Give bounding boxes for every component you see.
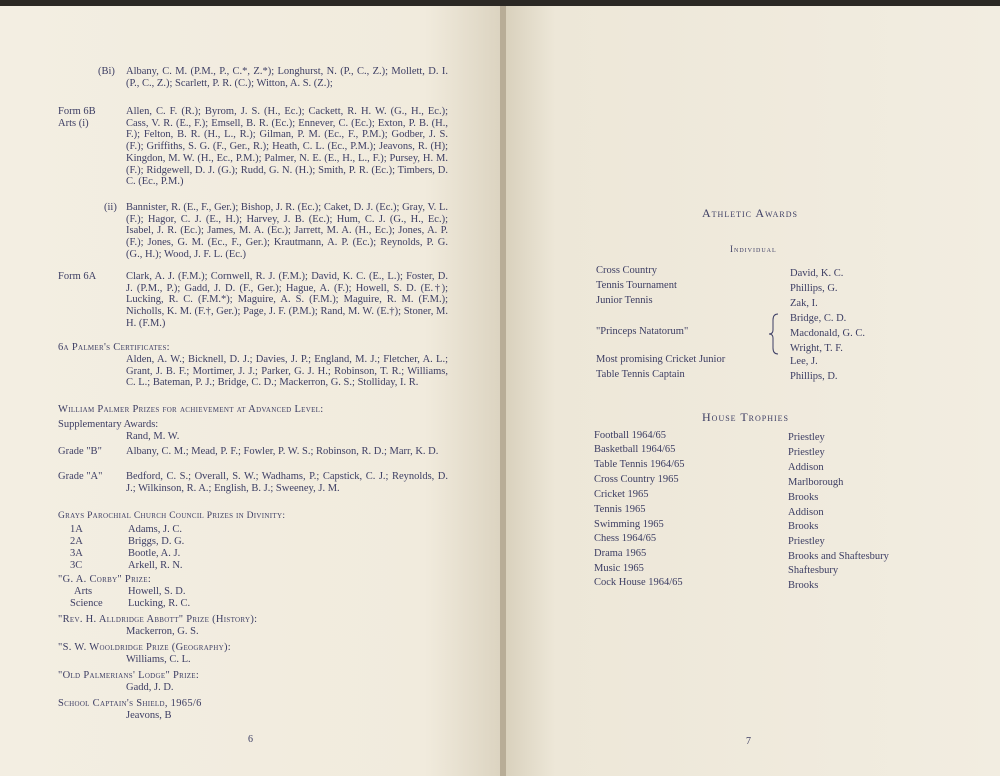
house-event: Football 1964/65: [594, 430, 667, 441]
individual-winner: Wright, T. F.: [790, 343, 843, 354]
individual-event: Tennis Tournament: [596, 280, 677, 291]
prize-list: [58, 6, 448, 766]
list-item: Adams, J. C.: [128, 524, 182, 535]
grade-text: Albany, C. M.; Mead, P. F.; Fowler, P. W. S.; Robinson, R. D.; Marr, K. D.: [126, 446, 439, 457]
list-item: Bootle, A. J.: [128, 548, 181, 559]
individual-event: Junior Tennis: [596, 295, 653, 306]
arts-label: Arts (i): [58, 117, 89, 129]
individual-winner: Phillips, D.: [790, 371, 838, 382]
supplementary-name: Rand, M. W.: [126, 430, 180, 442]
house-event: Swimming 1965: [594, 519, 664, 530]
list-item: 3C: [70, 560, 83, 571]
grade-label: Grade "B": [58, 446, 102, 457]
lodge-heading: "Old Palmerians' Lodge" Prize:: [58, 670, 200, 681]
list-item: 1A: [70, 524, 83, 535]
supplementary-label: Supplementary Awards:: [58, 419, 159, 430]
list-item: Briggs, D. G.: [128, 536, 185, 547]
grade-label: Grade "A": [58, 471, 103, 482]
house-event: Chess 1964/65: [594, 533, 657, 544]
abbott-name: Mackerron, G. S.: [126, 625, 199, 637]
right-page: [506, 6, 1000, 776]
house-event: Table Tennis 1964/65: [594, 459, 685, 470]
house-event: Music 1965: [594, 563, 644, 574]
brace-icon: [768, 312, 782, 356]
william-palmer-heading-row: [58, 404, 448, 415]
left-page: [0, 6, 500, 776]
house-event: Cricket 1965: [594, 489, 649, 500]
individual-winner: Zak, I.: [790, 298, 818, 309]
individual-winner: Phillips, G.: [790, 283, 838, 294]
palmers-heading: 6a Palmer's Certificates:: [58, 342, 170, 353]
list-item: Arkell, R. N.: [128, 560, 183, 571]
shield-heading: School Captain's Shield, 1965/6: [58, 698, 202, 709]
house-winner: Priestley: [788, 536, 825, 547]
individual-event: Cross Country: [596, 265, 657, 276]
list-item: 3A: [70, 548, 83, 559]
shield-name: Jeavons, B: [126, 709, 172, 721]
athletic-awards-title: Athletic Awards: [702, 206, 798, 220]
house-winner: Addison: [788, 507, 824, 518]
group-text: Albany, C. M. (P.M., P., C.*, Z.*); Longhurst, N. (P., C., Z.); Mollett, D. I. (P., C., Z.); Scarlett, P. R. (C.); Witton, A. S. (Z.);: [126, 66, 448, 89]
individual-winner: Bridge, C. D.: [790, 313, 847, 324]
house-event: Cock House 1964/65: [594, 577, 683, 588]
group-label: (Bi): [98, 66, 115, 77]
house-trophies-title: House Trophies: [702, 410, 790, 424]
palmers-certificates: [58, 354, 448, 402]
group-label: (ii): [104, 202, 117, 213]
lodge-name: Gadd, J. D.: [126, 681, 174, 693]
house-winner: Addison: [788, 462, 824, 473]
individual-event: Table Tennis Captain: [596, 369, 685, 380]
grade-text: Bedford, C. S.; Overall, S. W.; Wadhams, P.; Capstick, C. J.; Reynolds, D. J.; Wilkinson, R. A.; English, B. J.; Sweeney, J. M.: [126, 471, 448, 494]
form-6b-science-entry: [58, 66, 448, 102]
individual-title: Individual: [730, 244, 777, 254]
house-winner: Brooks: [788, 492, 819, 503]
individual-event: "Princeps Natatorum": [596, 326, 689, 337]
house-winner: Priestley: [788, 432, 825, 443]
house-event: Tennis 1965: [594, 504, 646, 515]
individual-winner: David, K. C.: [790, 268, 844, 279]
lodge-prize: [58, 670, 448, 694]
house-winner: Priestley: [788, 447, 825, 458]
page-number: 6: [248, 734, 253, 745]
palmers-heading-row: [58, 342, 448, 353]
wooldridge-name: Williams, C. L.: [126, 653, 191, 665]
house-winner: Marlborough: [788, 477, 844, 488]
group-text: Bannister, R. (E., F., Ger.); Bishop, J. R. (Ec.); Caket, D. J. (Ec.); Gray, V. L. (F.); Hagor, C. J. (E., H.); Harvey, J. B. (Ec.); Hum, C. J. (G., H., Ec.); Isabel, J. R. (Ec.); James, M. A. (Ec.); Jarrett, M. A. (H., Ec.); Jones, A. P. (F.); Jones, G. M. (Ec., F., Ger.); Krautmann, A. P. (Ec.); Reynolds, P. G. (G., H.); Wood, J. F. L. (Ec.): [126, 202, 448, 260]
house-winner: Brooks and Shaftesbury: [788, 551, 889, 562]
wooldridge-prize: [58, 642, 448, 666]
individual-winner: Macdonald, G. C.: [790, 328, 865, 339]
house-winner: Brooks: [788, 521, 819, 532]
corby-heading: "G. A. Corby" Prize:: [58, 574, 152, 585]
form-label: Form 6B: [58, 106, 96, 117]
abbott-heading: "Rev. H. Alldridge Abbott" Prize (History):: [58, 614, 258, 625]
house-event: Cross Country 1965: [594, 474, 679, 485]
grays-heading: Grays Parochial Church Council Prizes in Divinity:: [58, 511, 286, 521]
grays-heading-row: [58, 511, 448, 522]
grade-a-entry: [58, 471, 448, 507]
abbott-prize: [58, 614, 448, 638]
supplementary-awards: [58, 419, 448, 443]
house-event: Drama 1965: [594, 548, 647, 559]
palmers-list: Alden, A. W.; Bicknell, D. J.; Davies, J. P.; England, M. J.; Fletcher, A. L.; Grant, J. B. F.; Mortimer, J. J.; Parker, G. J. H.; Robinson, T. R.; Williams, C. L.; Bateman, P. J.; Bridge, C. D.; Mackerron, G. S.; Stolliday, I. R.: [126, 354, 448, 389]
list-item: Lucking, R. C.: [128, 598, 191, 609]
house-event: Basketball 1964/65: [594, 444, 676, 455]
corby-heading-row: [58, 574, 448, 585]
wooldridge-heading: "S. W. Wooldridge Prize (Geography):: [58, 642, 231, 653]
william-palmer-heading: William Palmer Prizes for achievement at Advanced Level:: [58, 404, 324, 415]
house-winner: Brooks: [788, 580, 819, 591]
group-text: Allen, C. F. (R.); Byrom, J. S. (H., Ec.); Cackett, R. H. W. (G., H., Ec.); Cass, V. R. (E., F.); Emsell, B. R. (Ec.); Ennever, C. (Ec.); Exton, P. B. (H., F.); Felton, B. R. (H., L., R.); Gilman, P. M. (Ec., F., P.M.); Godber, J. S. (F.); Griffiths, S. G. (F., Ger., R.); Heath, C. L. (Ec., P.M.); Jeavons, R. (H); Kingdon, M. W. (H., Ec., P.M.); Palmer, N. E. (E., H., L., F.); Pursey, H. M. (F.); Ridgewell, D. J. (G.); Rudd, G. N. (H.); Smith, P. R. (Ec.); Timbers, D. C. (Ec., P.M.): [126, 106, 448, 188]
form-6b-arts-ii-entry: [58, 202, 448, 268]
grade-b-entry: [58, 446, 448, 470]
list-item: Arts: [74, 586, 93, 597]
list-item: Science: [70, 598, 103, 609]
individual-winner: Lee, J.: [790, 356, 818, 367]
form-6b-arts-i-entry: [58, 106, 448, 202]
group-text: Clark, A. J. (F.M.); Cornwell, R. J. (F.M.); David, K. C. (E., L.); Foster, D. J. (P.M., P.); Gadd, J. D. (F., Ger.); Hague, A. (F.); Howell, S. D. (E.†); Lucking, R. C. (F.M.*); Maguire, A. S. (F.M.); Maguire, R. M. (F.M.); Nicholls, K. M. (F.†, Ger.); Page, J. F. (P.M.); Rand, M. W. (E.†); Stoner, M. H. (F.M.): [126, 271, 448, 329]
list-item: Howell, S. D.: [128, 586, 186, 597]
list-item: 2A: [70, 536, 83, 547]
individual-event: Most promising Cricket Junior: [596, 354, 726, 365]
form-6a-entry: [58, 271, 448, 341]
captains-shield: [58, 698, 448, 722]
form-label: Form 6A: [58, 271, 97, 282]
page-number: 7: [746, 736, 751, 747]
house-winner: Shaftesbury: [788, 565, 839, 576]
